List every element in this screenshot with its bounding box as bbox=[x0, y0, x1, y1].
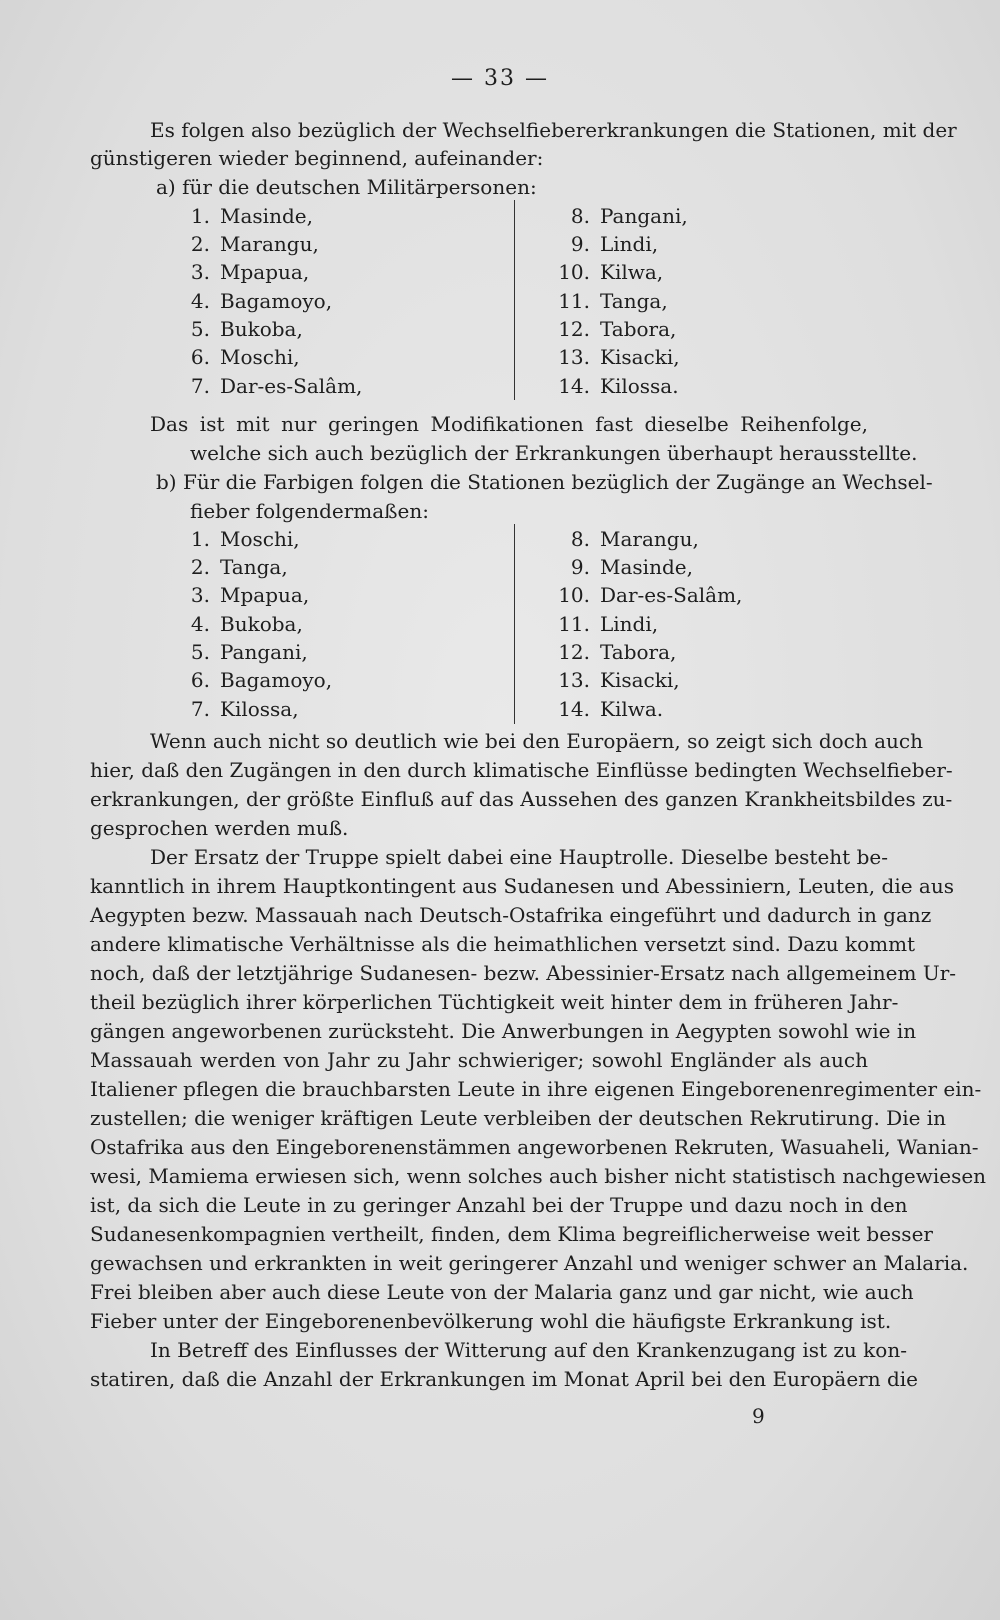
list-item: 2. Tanga, bbox=[190, 555, 288, 579]
column-divider bbox=[514, 200, 515, 400]
text-line: Ostafrika aus den Eingeborenenstämmen angeworbenen Rekruten, Wasuaheli, Wanian- bbox=[90, 1135, 979, 1159]
list-item: 3. Mpapua, bbox=[190, 583, 310, 607]
list-item: 14. Kilwa. bbox=[558, 697, 664, 721]
list-item: 4. Bukoba, bbox=[190, 612, 303, 636]
text-line: Das ist mit nur geringen Modifikationen fast dieselbe Reihenfolge, bbox=[150, 412, 868, 436]
text-line: noch, daß der letztjährige Sudanesen- bezw. Abessinier-Ersatz nach allgemeinem Ur- bbox=[90, 961, 957, 985]
text-line: Aegypten bezw. Massauah nach Deutsch-Ostafrika eingeführt und dadurch in ganz bbox=[90, 903, 932, 927]
list-item: 13. Kisacki, bbox=[558, 345, 680, 369]
text-line: welche sich auch bezüglich der Erkrankungen überhaupt herausstellte. bbox=[190, 441, 918, 465]
list-item: 12. Tabora, bbox=[558, 640, 677, 664]
text-line: Fieber unter der Eingeborenenbevölkerung wohl die häufigste Erkrankung ist. bbox=[90, 1309, 892, 1333]
text-line: erkrankungen, der größte Einfluß auf das Aussehen des ganzen Krankheitsbildes zu- bbox=[90, 787, 953, 811]
list-item: 4. Bagamoyo, bbox=[190, 289, 333, 313]
text-line: Massauah werden von Jahr zu Jahr schwieriger; sowohl Engländer als auch bbox=[90, 1048, 868, 1072]
text-line: kanntlich in ihrem Hauptkontingent aus Sudanesen und Abessiniern, Leuten, die aus bbox=[90, 874, 954, 898]
list-item: 1. Moschi, bbox=[190, 527, 300, 551]
list-item: 8. Marangu, bbox=[570, 527, 699, 551]
list-item: 3. Mpapua, bbox=[190, 260, 310, 284]
text-line: statiren, daß die Anzahl der Erkrankungen im Monat April bei den Europäern die bbox=[90, 1367, 919, 1391]
list-b-heading: b) Für die Farbigen folgen die Stationen bezüglich der Zugänge an Wechsel- bbox=[156, 470, 933, 494]
list-item: 2. Marangu, bbox=[190, 232, 319, 256]
list-item: 14. Kilossa. bbox=[558, 374, 679, 398]
list-item: 6. Bagamoyo, bbox=[190, 668, 333, 692]
text-line: Es folgen also bezüglich der Wechselfiebererkrankungen die Stationen, mit der bbox=[150, 118, 957, 142]
list-item: 9. Masinde, bbox=[570, 555, 693, 579]
text-line: theil bezüglich ihrer körperlichen Tüchtigkeit weit hinter dem in früheren Jahr- bbox=[90, 990, 899, 1014]
list-item: 7. Kilossa, bbox=[190, 697, 299, 721]
list-item: 12. Tabora, bbox=[558, 317, 677, 341]
text-line: gewachsen und erkrankten in weit geringerer Anzahl und weniger schwer an Malaria. bbox=[90, 1251, 969, 1275]
text-line: andere klimatische Verhältnisse als die heimathlichen versetzt sind. Dazu kommt bbox=[90, 932, 916, 956]
list-item: 5. Pangani, bbox=[190, 640, 308, 664]
text-line: zustellen; die weniger kräftigen Leute verbleiben der deutschen Rekrutirung. Die in bbox=[90, 1106, 947, 1130]
list-item: 9. Lindi, bbox=[570, 232, 659, 256]
list-item: 11. Lindi, bbox=[558, 612, 659, 636]
text-line: günstigeren wieder beginnend, aufeinander: bbox=[90, 146, 544, 170]
list-item: 1. Masinde, bbox=[190, 204, 313, 228]
text-line: In Betreff des Einflusses der Witterung auf den Krankenzugang ist zu kon- bbox=[150, 1338, 907, 1362]
list-item: 8. Pangani, bbox=[570, 204, 688, 228]
signature-mark: 9 bbox=[752, 1404, 765, 1428]
text-line: wesi, Mamiema erwiesen sich, wenn solches auch bisher nicht statistisch nachgewiesen bbox=[90, 1164, 987, 1188]
list-item: 7. Dar-es-Salâm, bbox=[190, 374, 363, 398]
list-a-heading: a) für die deutschen Militärpersonen: bbox=[156, 175, 537, 199]
text-line: Der Ersatz der Truppe spielt dabei eine Hauptrolle. Dieselbe besteht be- bbox=[150, 845, 888, 869]
column-divider bbox=[514, 524, 515, 724]
page-number: — 33 — bbox=[451, 66, 549, 91]
list-item: 10. Kilwa, bbox=[558, 260, 664, 284]
text-line: hier, daß den Zugängen in den durch klimatische Einflüsse bedingten Wechselfieber- bbox=[90, 758, 953, 782]
list-item: 11. Tanga, bbox=[558, 289, 668, 313]
text-line: Wenn auch nicht so deutlich wie bei den Europäern, so zeigt sich doch auch bbox=[150, 729, 924, 753]
text-line: gängen angeworbenen zurücksteht. Die Anwerbungen in Aegypten sowohl wie in bbox=[90, 1019, 917, 1043]
list-item: 10. Dar-es-Salâm, bbox=[558, 583, 743, 607]
text-line: Frei bleiben aber auch diese Leute von der Malaria ganz und gar nicht, wie auch bbox=[90, 1280, 914, 1304]
list-b-heading: fieber folgendermaßen: bbox=[190, 499, 429, 523]
text-line: Sudanesenkompagnien vertheilt, finden, dem Klima begreiflicherweise weit besser bbox=[90, 1222, 933, 1246]
text-line: gesprochen werden muß. bbox=[90, 816, 349, 840]
text-line: ist, da sich die Leute in zu geringer Anzahl bei der Truppe und dazu noch in den bbox=[90, 1193, 908, 1217]
list-item: 13. Kisacki, bbox=[558, 668, 680, 692]
list-item: 5. Bukoba, bbox=[190, 317, 303, 341]
text-line: Italiener pflegen die brauchbarsten Leute in ihre eigenen Eingeborenenregimenter ein- bbox=[90, 1077, 982, 1101]
list-item: 6. Moschi, bbox=[190, 345, 300, 369]
